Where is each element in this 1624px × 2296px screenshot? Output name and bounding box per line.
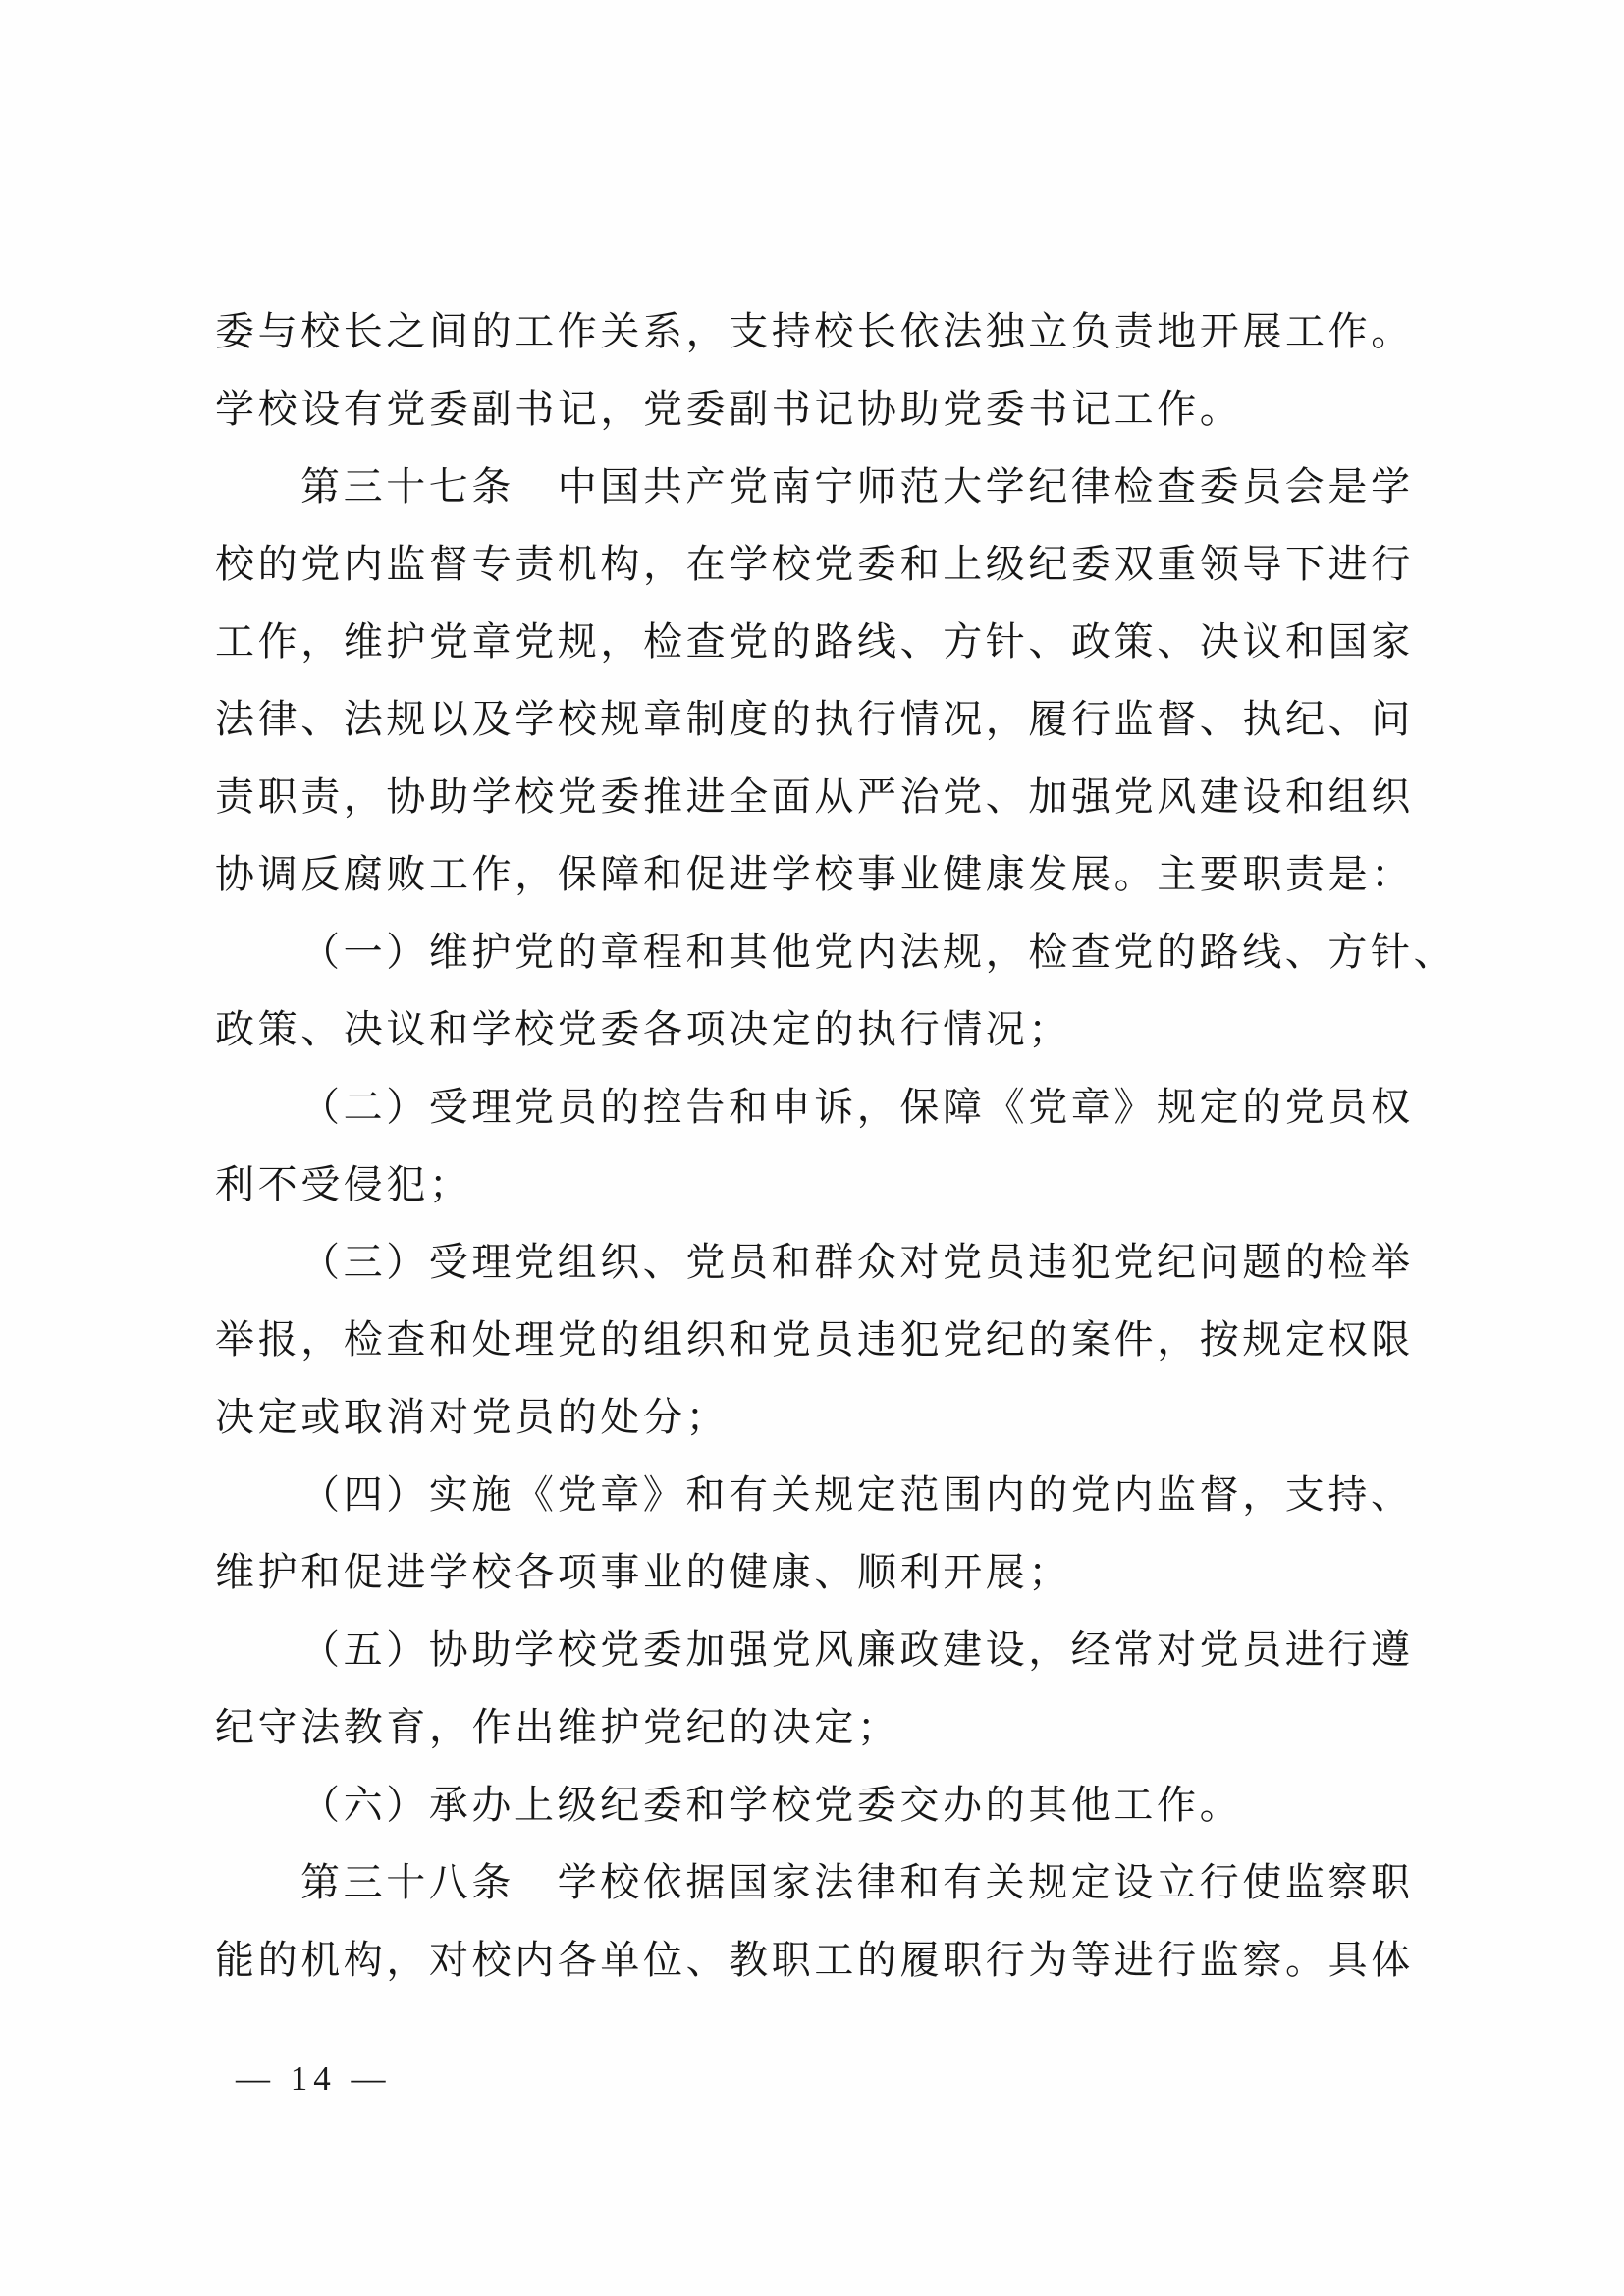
text-line-item-6: （六）承办上级纪委和学校党委交办的其他工作。 [300, 1783, 1243, 1827]
text-line: 决定或取消对党员的处分； [215, 1395, 730, 1439]
text-line: 举报，检查和处理党的组织和党员违犯党纪的案件，按规定权限 [215, 1317, 1414, 1362]
text-line: 学校设有党委副书记，党委副书记协助党委书记工作。 [215, 387, 1243, 431]
page-number: — 14 — [236, 2059, 392, 2098]
text-line-item-2: （二）受理党员的控告和申诉，保障《党章》规定的党员权 [300, 1085, 1414, 1129]
text-line: 委与校长之间的工作关系，支持校长依法独立负责地开展工作。 [215, 309, 1414, 353]
text-line-article-37: 第三十七条 中国共产党南宁师范大学纪律检查委员会是学 [300, 464, 1414, 508]
text-line: 协调反腐败工作，保障和促进学校事业健康发展。主要职责是： [215, 852, 1414, 896]
text-line: 利不受侵犯； [215, 1162, 472, 1206]
text-line-item-5: （五）协助学校党委加强党风廉政建设，经常对党员进行遵 [300, 1628, 1414, 1672]
text-line: 工作，维护党章党规，检查党的路线、方针、政策、决议和国家 [215, 619, 1414, 664]
text-line-article-38: 第三十八条 学校依据国家法律和有关规定设立行使监察职 [300, 1860, 1414, 1904]
text-line: 责职责，协助学校党委推进全面从严治党、加强党风建设和组织 [215, 774, 1414, 819]
text-line-item-1: （一）维护党的章程和其他党内法规，检查党的路线、方针、 [300, 930, 1457, 974]
text-line: 维护和促进学校各项事业的健康、顺利开展； [215, 1550, 1071, 1594]
text-line-item-3: （三）受理党组织、党员和群众对党员违犯党纪问题的检举 [300, 1240, 1414, 1284]
text-line: 能的机构，对校内各单位、教职工的履职行为等进行监察。具体 [215, 1938, 1414, 1982]
document-body [215, 293, 1457, 1999]
text-line: 政策、决议和学校党委各项决定的执行情况； [215, 1007, 1071, 1051]
text-line: 校的党内监督专责机构，在学校党委和上级纪委双重领导下进行 [215, 542, 1414, 586]
text-line: 法律、法规以及学校规章制度的执行情况，履行监督、执纪、问 [215, 697, 1414, 741]
text-line: 纪守法教育，作出维护党纪的决定； [215, 1705, 900, 1749]
text-line-item-4: （四）实施《党章》和有关规定范围内的党内监督，支持、 [300, 1472, 1414, 1517]
